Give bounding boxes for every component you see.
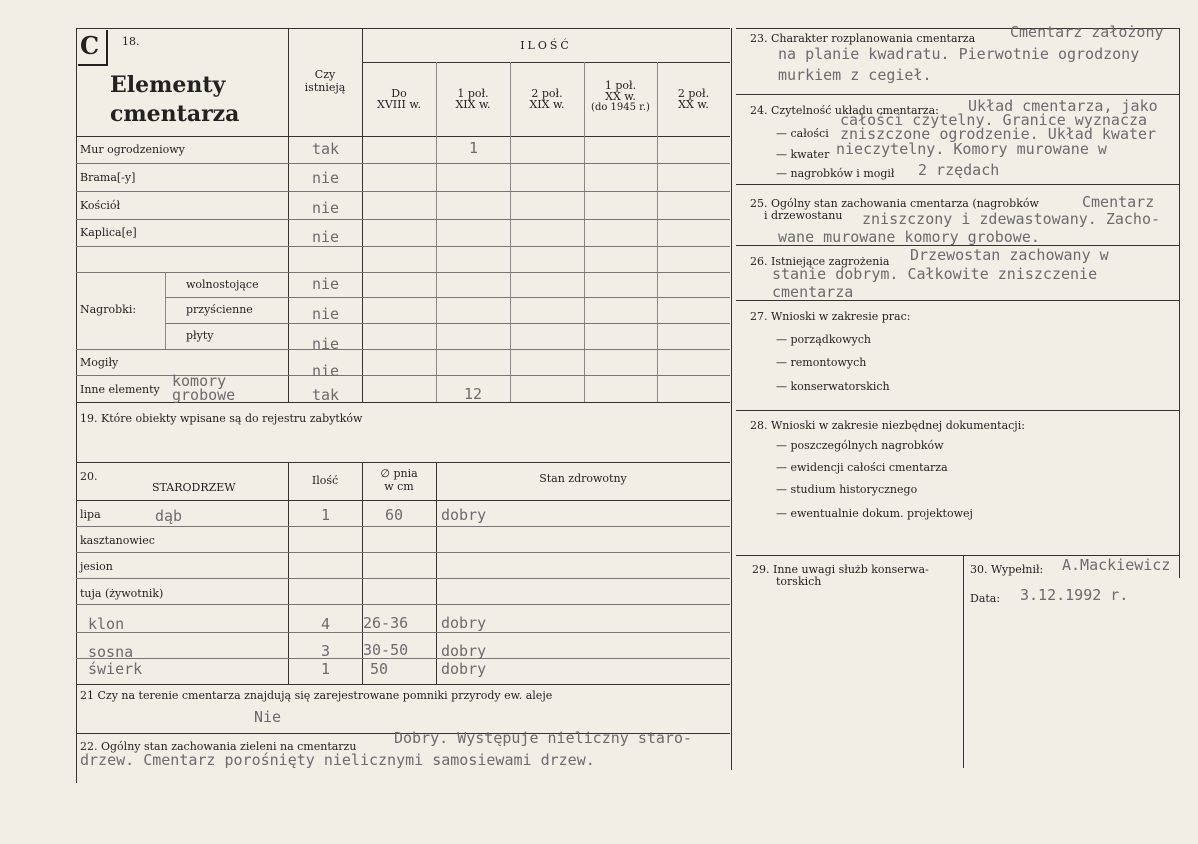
s29-label2: torskich (776, 575, 822, 588)
s24-line5: 2 rzędach (918, 161, 1000, 179)
s20-row2-label: jesion (80, 560, 113, 573)
period-4-l2: XX w. (678, 98, 709, 111)
s20-row5-state: dobry (441, 642, 487, 660)
row-line (76, 604, 730, 605)
s24-sub1: — całości (776, 127, 829, 140)
s20-row4-qty: 4 (321, 615, 331, 633)
period-3-l2: XX w. (605, 90, 636, 103)
s20-row0-typed: dąb (155, 507, 183, 525)
s23-label: 23. Charakter rozplanowania cmentarza (750, 32, 976, 45)
s30-label: 30. Wypełnił: (970, 563, 1044, 576)
s21-answer: Nie (254, 708, 282, 726)
s24-line2: całości czytelny. Granice wyznacza (840, 111, 1148, 129)
row-line (76, 578, 730, 579)
period-3-l3: (do 1945 r.) (591, 102, 650, 113)
s23-line3: murkiem z cegieł. (778, 66, 932, 84)
rule-left-edge (76, 28, 77, 783)
rule-qty-header (362, 62, 730, 63)
period-0-l2: XVIII w. (377, 98, 421, 111)
s24-sub2: — kwater (776, 148, 830, 161)
row-line (165, 323, 730, 324)
rule-s19-bottom (76, 462, 730, 463)
row-mur-label: Mur ogrodzeniowy (80, 143, 185, 156)
row-inne-label: Inne elementy (80, 383, 160, 396)
s20-row4-typed: klon (88, 615, 125, 633)
row-brama-label: Brama[-y] (80, 171, 136, 184)
s20-row6-typed: świerk (88, 660, 143, 678)
s20-header-diam1: ∅ pnia (380, 467, 418, 480)
s24-line1: Układ cmentarza, jako (968, 97, 1158, 115)
row-wolnostojace-label: wolnostojące (186, 278, 259, 291)
s20-row0-label: lipa (80, 508, 101, 521)
s25-label1: 25. Ogólny stan zachowania cmentarza (nagrobków (750, 197, 1039, 210)
rule-header-bottom (76, 136, 730, 137)
s20-row5-typed: sosna (88, 643, 134, 661)
s27-item-2: — konserwatorskich (776, 380, 890, 393)
s27-item-0: — porządkowych (776, 333, 871, 346)
s26-line1: Drzewostan zachowany w (910, 246, 1109, 264)
s30-filled-by: A.Mackiewicz (1062, 556, 1171, 574)
s24-label: 24. Czytelność układu cmentarza: (750, 104, 939, 117)
s23-line2: na planie kwadratu. Pierwotnie ogrodzony (778, 45, 1140, 63)
row-kosciol-exists: nie (312, 199, 340, 217)
s27-item-1: — remontowych (776, 356, 867, 369)
s20-row4-state: dobry (441, 614, 487, 632)
title-line1: Elementy (110, 72, 226, 98)
s26-label: 26. Istniejące zagrożenia (750, 255, 890, 268)
s23-line1: Cmentarz założony (1010, 23, 1164, 41)
row-mogily-label: Mogiły (80, 356, 119, 369)
row-przyscienne-exists: nie (312, 305, 340, 323)
s30-date: 3.12.1992 r. (1020, 586, 1129, 604)
s28-item-0: — poszczególnych nagrobków (776, 439, 944, 452)
section-number: 18. (122, 35, 140, 48)
rule-right-edge (1179, 28, 1180, 578)
row-line (76, 349, 730, 350)
period-0-l1: Do (391, 87, 407, 100)
s24-sub3: — nagrobków i mogił (776, 167, 895, 180)
period-2-l2: XIX w. (529, 98, 565, 111)
rule-s20-bottom (76, 684, 730, 685)
s20-row0-qty: 1 (321, 506, 331, 524)
rule-period-1 (436, 62, 437, 402)
row-mur-qty: 1 (469, 139, 479, 157)
s20-row1-label: kasztanowiec (80, 534, 155, 547)
row-kaplica-label: Kaplica[e] (80, 226, 137, 239)
box-letter: C (80, 31, 100, 60)
row-line (76, 246, 730, 247)
s29-label1: 29. Inne uwagi służb konserwa- (752, 563, 929, 576)
s28-label: 28. Wnioski w zakresie niezbędnej dokumentacji: (750, 419, 1025, 432)
s20-row0-diam: 60 (385, 506, 404, 524)
s20-header-diam2: w cm (384, 480, 414, 493)
s19-label: 19. Które obiekty wpisane są do rejestru zabytków (80, 412, 363, 425)
s20-number: 20. (80, 470, 98, 483)
s25-line1: Cmentarz (1082, 193, 1155, 211)
row-plyty-label: płyty (186, 329, 214, 342)
rule-period-3 (584, 62, 585, 402)
nagrobki-label: Nagrobki: (80, 303, 137, 316)
s20-row6-diam: 50 (370, 660, 389, 678)
s28-item-2: — studium historycznego (776, 483, 918, 496)
row-plyty-exists: nie (312, 335, 340, 353)
row-kaplica-exists: nie (312, 228, 340, 246)
s22-label: 22. Ogólny stan zachowania zieleni na cmentarzu (80, 740, 357, 753)
row-line (76, 552, 730, 553)
row-przyscienne-label: przyścienne (186, 303, 253, 316)
s20-header-tree: STARODRZEW (152, 481, 236, 494)
s20-row0-state: dobry (441, 506, 487, 524)
rule-s24-bottom (736, 184, 1179, 185)
rule-period-4 (657, 62, 658, 402)
s20-row5-qty: 3 (321, 642, 331, 660)
s25-line2: zniszczony i zdewastowany. Zacho- (862, 210, 1161, 228)
row-inne-typed1: komory (172, 372, 227, 390)
rule-top-left (76, 28, 730, 29)
s20-header-qty: Ilość (311, 474, 339, 487)
s30-date-label: Data: (970, 592, 1001, 605)
nagrobki-divider (165, 272, 166, 349)
rule-period-2 (510, 62, 511, 402)
s20-col-qty (288, 462, 289, 684)
s20-header-bottom (76, 500, 730, 501)
rule-s23-bottom (736, 94, 1179, 95)
s24-line3: zniszczone ogrodzenie. Układ kwater (840, 125, 1157, 143)
title-line2: cmentarza (110, 101, 240, 127)
period-2-l1: 2 poł. (531, 87, 563, 100)
row-mogily-exists: nie (312, 362, 340, 380)
s21-label: 21 Czy na terenie cmentarza znajdują się zarejestrowane pomniki przyrody ew. aleje (80, 689, 553, 702)
s25-label2: i drzewostanu (764, 209, 843, 222)
rule-exists-col (288, 28, 289, 402)
s25-line3: wane murowane komory grobowe. (778, 228, 1040, 246)
row-mur-exists: tak (312, 140, 340, 158)
period-4-l1: 2 poł. (677, 87, 710, 100)
s20-row6-qty: 1 (321, 660, 331, 678)
s28-item-1: — ewidencji całości cmentarza (776, 461, 948, 474)
s22-line2: drzew. Cmentarz porośnięty nielicznymi samosiewami drzew. (80, 751, 595, 769)
s20-header-state: Stan zdrowotny (539, 472, 627, 485)
row-inne-qty: 12 (464, 385, 483, 403)
rule-s27-bottom (736, 410, 1179, 411)
s20-row6-state: dobry (441, 660, 487, 678)
rule-qty-col (362, 28, 363, 402)
row-wolnostojace-exists: nie (312, 275, 340, 293)
s20-row5-diam: 30-50 (363, 641, 409, 659)
row-kosciol-label: Kościół (80, 199, 121, 212)
s26-line2: stanie dobrym. Całkowite zniszczenie (772, 265, 1098, 283)
period-1-l1: 1 poł. (457, 87, 489, 100)
s20-row3-label: tuja (żywotnik) (80, 587, 164, 600)
s20-row4-diam: 26-36 (363, 614, 409, 632)
period-3-l1: 1 poł. (604, 79, 637, 92)
exists-header-text: Czy istnieją (304, 68, 346, 94)
row-line (76, 272, 730, 273)
rule-s29-s30 (963, 555, 964, 768)
s20-col-state (436, 462, 437, 684)
row-line (76, 219, 730, 220)
rule-mid-divider (731, 28, 732, 770)
row-line (165, 297, 730, 298)
s28-item-3: — ewentualnie dokum. projektowej (776, 507, 973, 520)
row-line (76, 191, 730, 192)
quantity-header: ILOŚĆ (520, 39, 572, 52)
row-inne-exists: tak (312, 386, 340, 404)
s27-label: 27. Wnioski w zakresie prac: (750, 310, 911, 323)
row-line (76, 632, 730, 633)
s22-line1: Dobry. Występuje nieliczny staro- (394, 729, 693, 747)
period-1-l2: XIX w. (455, 98, 491, 111)
s26-line3: cmentarza (772, 283, 854, 301)
row-line (76, 163, 730, 164)
s24-line4: nieczytelny. Komory murowane w (836, 140, 1107, 158)
row-inne-typed2: grobowe (172, 386, 236, 404)
row-line (76, 526, 730, 527)
exists-header (290, 68, 360, 94)
row-brama-exists: nie (312, 169, 340, 187)
